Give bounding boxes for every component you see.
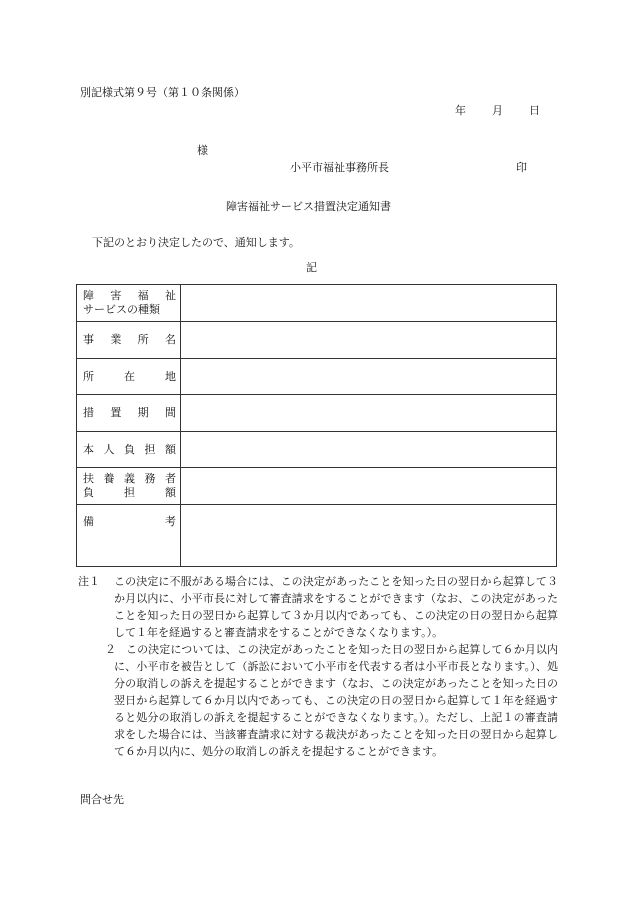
- table-row: [77, 505, 557, 567]
- table-row: [77, 359, 557, 395]
- label-service-type: 障 害 福 祉 サービスの種類: [77, 285, 181, 322]
- value-period: [181, 395, 557, 432]
- label-remarks: 備 考: [77, 505, 181, 567]
- table-row: [77, 285, 557, 322]
- ki-heading: 記: [306, 261, 317, 274]
- value-office-name: [181, 322, 557, 359]
- year-label: 年: [455, 104, 466, 117]
- table-row: [77, 395, 557, 432]
- value-supporter-burden: [181, 468, 557, 505]
- month-label: 月: [492, 104, 503, 117]
- value-remarks: [181, 505, 557, 567]
- table-row: [77, 432, 557, 468]
- notes-section: [78, 573, 558, 760]
- contact-label: 問合せ先: [80, 793, 124, 806]
- addressee-suffix: 様: [197, 144, 208, 157]
- label-office-name: 事 業 所 名: [77, 322, 181, 359]
- intro-text: 下記のとおり決定したので、通知します。: [92, 236, 300, 249]
- note-1: [78, 573, 558, 641]
- document-title: 障害福祉サービス措置決定通知書: [226, 200, 391, 213]
- value-location: [181, 359, 557, 395]
- note-1-text: この決定に不服がある場合には、この決定があったことを知った日の翌日から起算して３か月以内に、小平市長に対して審査請求をすることができます（なお、この決定があったことを知った日の翌日から起算して３か月以内であっても、この決定の日の翌日から起算して１年を経過すると審査請求をすることができなくなります。）。: [114, 575, 558, 639]
- decision-table: [76, 284, 557, 567]
- form-number: 別記様式第９号（第１０条関係）: [80, 86, 245, 99]
- day-label: 日: [529, 104, 540, 117]
- note-2-label: ２: [105, 643, 116, 656]
- value-self-burden: [181, 432, 557, 468]
- issuer-name: 小平市福祉事務所長: [290, 161, 389, 174]
- seal-mark: 印: [516, 161, 527, 174]
- value-service-type: [181, 285, 557, 322]
- label-supporter-burden: 扶 養 義 務 者 負 担 額: [77, 468, 181, 505]
- table-row: [77, 468, 557, 505]
- label-period: 措 置 期 間: [77, 395, 181, 432]
- note-2: [78, 641, 558, 760]
- table-row: [77, 322, 557, 359]
- label-self-burden: 本 人 負 担 額: [77, 432, 181, 468]
- note-1-label: 注１: [78, 575, 100, 588]
- label-location: 所 在 地: [77, 359, 181, 395]
- note-2-text: この決定については、この決定があったことを知った日の翌日から起算して６か月以内に、小平市を被告として（訴訟において小平市を代表する者は小平市長となります。）、処分の取消しの訴えを提起することができます（なお、この決定があったことを知った日の翌日から起算して６か月以内であっても、この決定の日の翌日から起算して１年を経過すると処分の取消しの訴えを提起することができなくなります。）。ただし、上記１の審査請求をした場合には、当該審査請求に対する裁決があったことを知った日の翌日から起算して６か月以内に、処分の取消しの訴えを提起することができます。: [114, 643, 558, 758]
- date-line: [455, 104, 540, 118]
